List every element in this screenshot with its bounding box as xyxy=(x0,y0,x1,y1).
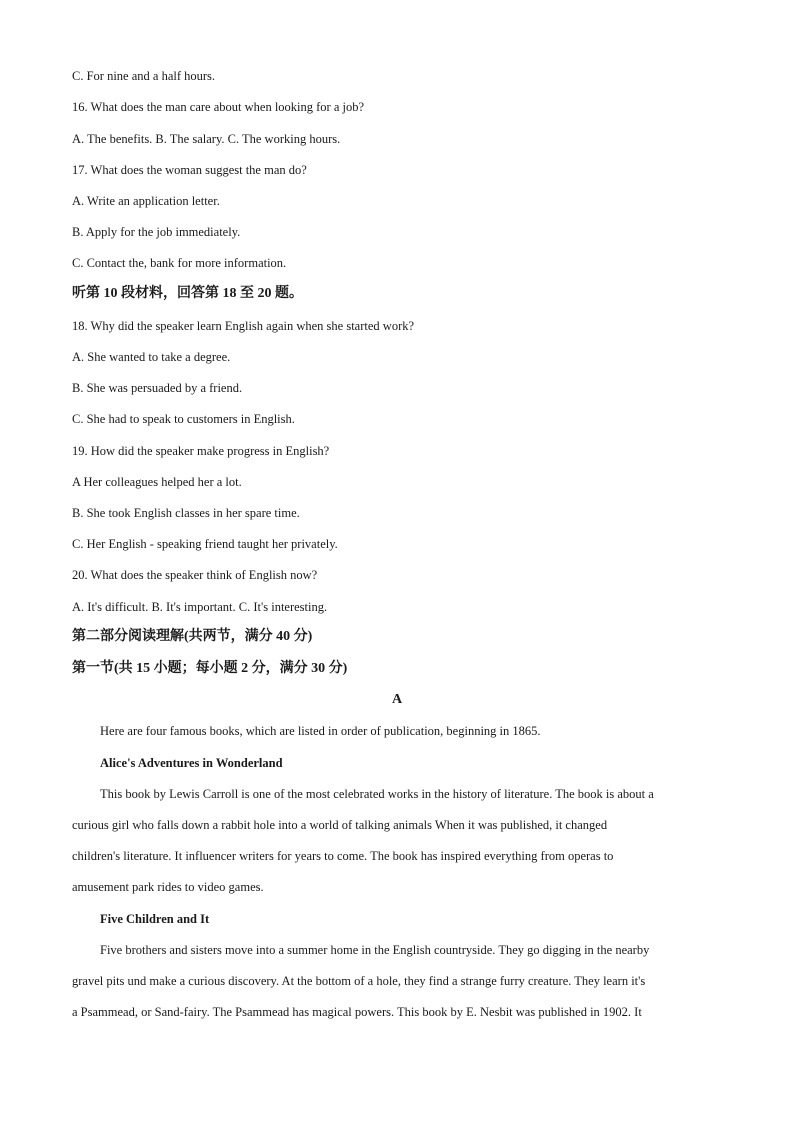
q17-option-c: C. Contact the, bank for more information. xyxy=(72,256,287,270)
book1-line: This book by Lewis Carroll is one of the most celebrated works in the history of literature. The book is about a xyxy=(100,787,654,801)
q18-option-a: A. She wanted to take a degree. xyxy=(72,350,231,364)
q15-option-c: C. For nine and a half hours. xyxy=(72,69,216,83)
q18-option-b: B. She was persuaded by a friend. xyxy=(72,381,243,395)
q16-question: 16. What does the man care about when looking for a job? xyxy=(72,100,365,114)
q19-option-a: A Her colleagues helped her a lot. xyxy=(72,475,242,489)
book2-line: a Psammead, or Sand-fairy. The Psammead has magical powers. This book by E. Nesbit was published in 1902. It xyxy=(72,1005,642,1019)
q18-question: 18. Why did the speaker learn English again when she started work? xyxy=(72,319,415,333)
q16-options: A. The benefits. B. The salary. C. The working hours. xyxy=(72,132,341,146)
q17-option-b: B. Apply for the job immediately. xyxy=(72,225,241,239)
reading-part-title: 第二部分阅读理解(共两节，满分 40 分) xyxy=(72,629,313,644)
reading-section-title: 第一节(共 15 小题；每小题 2 分，满分 30 分) xyxy=(72,661,348,676)
q20-question: 20. What does the speaker think of English now? xyxy=(72,568,318,582)
passage-label: A xyxy=(391,692,403,707)
book2-line: Five brothers and sisters move into a summer home in the English countryside. They go digging in the nearby xyxy=(100,943,650,957)
book2-title: Five Children and It xyxy=(100,912,210,926)
section-10-heading: 听第 10 段材料，回答第 18 至 20 题。 xyxy=(72,286,303,301)
book2-line: gravel pits und make a curious discovery. At the bottom of a hole, they find a strange furry creature. They learn it's xyxy=(72,974,646,988)
book1-title: Alice's Adventures in Wonderland xyxy=(100,756,283,770)
book1-line: amusement park rides to video games. xyxy=(72,880,264,894)
q19-option-b: B. She took English classes in her spare time. xyxy=(72,506,300,520)
q17-option-a: A. Write an application letter. xyxy=(72,194,220,208)
passage-intro: Here are four famous books, which are listed in order of publication, beginning in 1865. xyxy=(100,724,541,738)
q17-question: 17. What does the woman suggest the man do? xyxy=(72,163,307,177)
q20-options: A. It's difficult. B. It's important. C. It's interesting. xyxy=(72,600,328,614)
q19-option-c: C. Her English - speaking friend taught her privately. xyxy=(72,537,338,551)
book1-line: curious girl who falls down a rabbit hole into a world of talking animals When it was published, it changed xyxy=(72,818,608,832)
q19-question: 19. How did the speaker make progress in English? xyxy=(72,444,330,458)
book1-line: children's literature. It influencer writers for years to come. The book has inspired everything from operas to xyxy=(72,849,614,863)
q18-option-c: C. She had to speak to customers in English. xyxy=(72,412,295,426)
